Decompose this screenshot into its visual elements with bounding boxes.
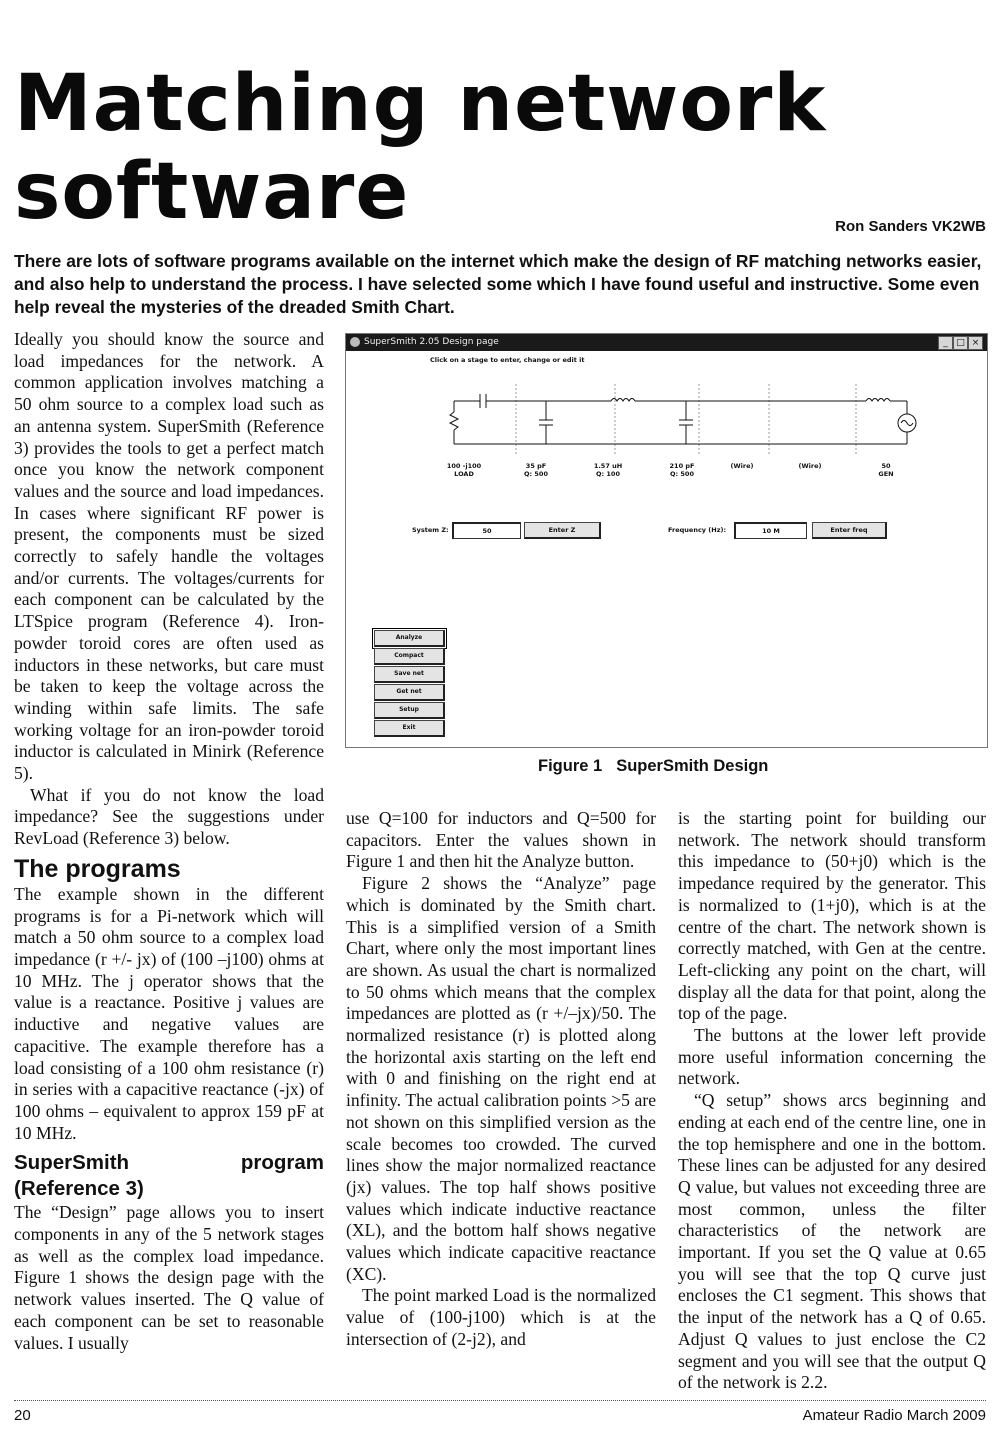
col2-paragraph-1: use Q=100 for inductors and Q=500 for capacitors. Enter the values shown in Figure 1 and then hit the Analyze button. [346, 808, 656, 872]
load-resistor-symbol [450, 412, 458, 430]
maximize-icon[interactable]: □ [953, 336, 968, 350]
system-z-input[interactable]: 50 [452, 522, 521, 539]
col2-paragraph-2: Figure 2 shows the “Analyze” page which is dominated by the Smith chart. This is a simplified version of a Smith Chart, where only the most important lines are shown. As usual the chart is normalized to 50 ohms which means that the complex impedances are plotted as (r +/–jx)/50. The normalized resistance (r) is plotted along the horizontal axis starting on the left end with 0 and finishing on the right end at infinity. The actual calibration points >5 are not shown on this simplified version as the scale becomes too crowded. The curved lines show the major normalized reactance (jx) values. The top half shows positive values which indicate inductive reactance (XL), and the bottom half shows negative values which indicate capacitive reactance (XC). [346, 873, 656, 1284]
col1-paragraph-1: Ideally you should know the source and load impedances for the network. A common application involves matching a 50 ohm source to a complex load such as an antenna system. SuperSmith (Reference 3) provides the tools to get a perfect match once you know the network component values and the source and load impedances. In cases where significant RF power is present, the components must be sized correctly to safely handle the voltages and/or currents. The voltages/currents for each component can be calculated by the LTSpice program (Reference 4). Iron-powder toroid cores are often used as inductors in these networks, but care must be taken to keep the voltage across the winding within safe limits. The safe working voltage for an iron-powder toroid inductor is calculated in Minirk (Reference 5). [14, 329, 324, 784]
stage-label-c2: 210 pF Q: 500 [669, 462, 695, 478]
minimize-icon[interactable]: _ [938, 336, 953, 350]
column-3 [678, 808, 986, 1394]
stage-label-gen: 50 GEN [878, 462, 894, 478]
get-net-button[interactable]: Get net [374, 684, 445, 701]
setup-button[interactable]: Setup [374, 702, 445, 719]
stage-label-wire-2: (Wire) [798, 462, 822, 470]
frequency-label: Frequency (Hz): [668, 526, 727, 534]
circuit-schematic[interactable] [346, 334, 987, 474]
col3-paragraph-2: The buttons at the lower left provide more useful information concerning the network. [678, 1025, 986, 1089]
caption-text: SuperSmith Design [616, 757, 769, 775]
col3-paragraph-1: is the starting point for building our network. The network should transform this impedance to (50+j0) which is the impedance required by the generator. This is normalized to (1+j0), which is at the centre of the chart. The network shown is correctly matched, with Gen at the centre. Left-clicking any point on the chart, will display all the data for that point, along the top of the page. [678, 808, 986, 1024]
design-hint: Click on a stage to enter, change or edit it [430, 356, 585, 364]
stage-label-c1: 35 pF Q: 500 [524, 462, 548, 478]
heading-the-programs: The programs [14, 854, 181, 883]
save-net-button[interactable]: Save net [374, 666, 445, 683]
compact-button[interactable]: Compact [374, 648, 445, 665]
analyze-button[interactable]: Analyze [374, 630, 445, 647]
system-z-label: System Z: [412, 526, 449, 534]
figure-1-window [345, 333, 988, 748]
col3-paragraph-3: “Q setup” shows arcs beginning and ending at each end of the centre line, one in the top hemisphere and one in the bottom. These lines can be adjusted for any desired Q value, but values not exceeding three are most common, unless the filter characteristics of the network are important. If you set the Q value at 0.65 you will see that the top Q curve just encloses the C1 segment. This shows that the input of the network has a Q of 0.65. Adjust Q values to just enclose the C2 segment and you will see that the output Q of the network is 2.2. [678, 1090, 986, 1393]
author-byline: Ron Sanders VK2WB [835, 218, 986, 235]
figure-1-caption [538, 757, 782, 776]
column-2 [346, 808, 656, 1351]
magazine-issue: Amateur Radio March 2009 [802, 1407, 986, 1424]
footer-rule [14, 1400, 986, 1401]
window-title: SuperSmith 2.05 Design page [364, 337, 499, 347]
col1-paragraph-2: What if you do not know the load impedance? See the suggestions under RevLoad (Reference 3) below. [14, 784, 324, 849]
page-number: 20 [14, 1407, 31, 1424]
enter-z-button[interactable]: Enter Z [524, 522, 601, 539]
frequency-input[interactable]: 10 M [734, 522, 807, 539]
close-icon[interactable]: × [968, 336, 983, 350]
article-title: Matching network software [14, 59, 827, 237]
caption-number: Figure 1 [538, 757, 603, 775]
column-1 [14, 329, 324, 1354]
exit-button[interactable]: Exit [374, 720, 445, 737]
stage-label-wire-1: (Wire) [730, 462, 754, 470]
heading-supersmith: SuperSmith program (Reference 3) [14, 1151, 324, 1201]
stage-label-load: 100 -j100 LOAD [446, 462, 482, 478]
col1-paragraph-3: The example shown in the different programs is for a Pi-network which will match a 50 ohm source to a complex load impedance (r +/- jx) of (100 –j100) ohms at 10 MHz. The j operator shows that the value is a reactance. Positive j values are inductive and negative values are capacitive. The example therefore has a load consisting of a 100 ohm resistance (r) in series with a capacitive reactance (-jx) of 100 ohms – equivalent to approx 159 pF at 10 MHz. [14, 883, 324, 1143]
col2-paragraph-3: The point marked Load is the normalized value of (100-j100) which is at the intersection of (2-j2), and [346, 1285, 656, 1349]
article-intro: There are lots of software programs available on the internet which make the design of RF matching networks easier, and also help to understand the process. I have selected some which I have found useful and instructive. Some even help reveal the mysteries of the dreaded Smith Chart. [14, 251, 982, 317]
col1-paragraph-4: The “Design” page allows you to insert components in any of the 5 network stages as well as the complex load impedance. Figure 1 shows the design page with the network values inserted. The Q value of each component can be set to reasonable values. I usually [14, 1202, 324, 1353]
enter-freq-button[interactable]: Enter freq [812, 522, 887, 539]
stage-label-l1: 1.57 uH Q: 100 [593, 462, 623, 478]
